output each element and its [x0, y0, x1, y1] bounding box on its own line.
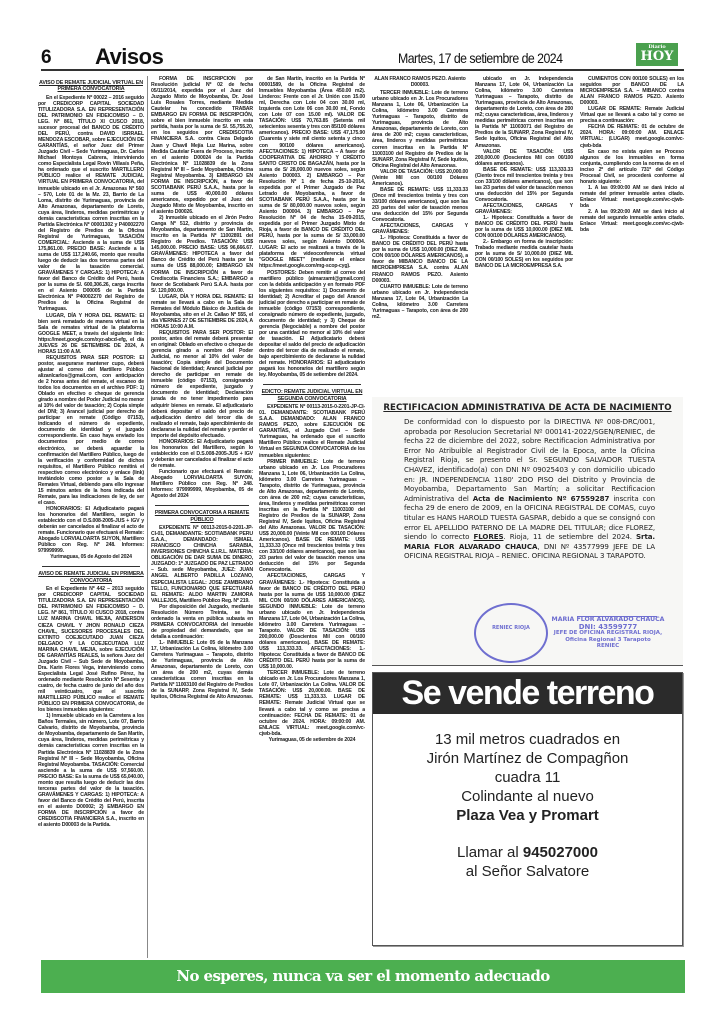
notice-divider [42, 566, 140, 567]
ad-phone: 945027000 [522, 844, 598, 861]
official-name: Srta. MARIA FLOR ALVARADO CHAUCA [404, 532, 656, 551]
page-number: 6 [41, 47, 52, 68]
notice-paragraph: PRIMER INMUEBLE: Lote de terreno urbano ubicado en Jr. Los Procuradores Manzana 1, Lote 06, Urbanización La Colina, kilómetro 3.00 Carretera Yurimaguas – Tarapoto, distrito de Yurimaguas, provincia de Alto Amazonas, departamento de Loreto, con área de 200 m2; cuyas características, área, linderos y medidas perimétricas corren inscritas en la Partida Nº 11003100 del Registro de Predios de la SUNARP, Zona Registral IV, Sede Iquitos, Oficina Registral del Alto Amazonas. VALOR DE TASACIÓN: US$ 20,000.00 (Veinte Mil con 00/100 Dólares Americanos). BASE DE REMATE: US$ 11,333.33 (Once mil trescientos treinta y tres con 33/100 dólares americanos), que son las 2/3 partes del valor de tasación menos una deducción del 15% por Segunda Convocatoria. [259, 458, 365, 574]
notice-signature-line: Yurimaguas, 05 de setiembre de 2024 [268, 736, 356, 743]
notice-paragraph: AFECTACIONES, CARGAS Y GRAVÁMENES: [372, 223, 468, 236]
body-text: De conformidad con lo dispuesto por la DIRECTIVA Nº 008-DRC/001, aprobada por Resolucion Secretarial Nº 000141-2022/SGEN/RENIEC, de fecha 22 de diciembre del 2022, sobre Rectificacion Administrativa por Error No Atribuible al Registrador Civil de la Epoca, ante la Oficina Registral Rioja, se presento el Sr. SEGUNDO SALVADOR TUESTA CHAVEZ, identificado(a) con DNI Nº 09025403 y con domicilio ubicado en: JR. INDEPENDENCIA 1180' 2DO PISO del Distrito y Provincia de Moyobamba, Departamento San Martín; a solicitar Rectificacion Administrativa del [404, 417, 655, 503]
column-6 [580, 76, 684, 394]
stamp-name: MARIA FLOR ALVARADO CHAUCA [551, 616, 665, 623]
header-rule [41, 69, 684, 71]
section-title: Avisos [95, 44, 164, 69]
notice-paragraph: En el Expediente Nº 442 – 2013 seguido por CREDICORP CAPITAL SOCIEDAD TITULIZADORA S.A. EN REPRESENTACIÓN DEL PATRIMONIO EN FIDEICOMISO – D. LEG. Nº 861, TÍTULO XI CUSCO 2018, contra LUZ MARINA CHAVIL MEJIA, ANDERSON CIEZA CHAVIL Y JHON RONALD CIEZA CHAVIL, SUCESORES PROCESALES DEL EXTINTO COEJECUTADO JUAN CIEZA DELGADO Y LA COEJECUTADA LUZ MARINA CHAVIL MEJIA, sobre EJECUCIÓN DE GARANTÍAS REALES, la señora Juez del Juzgado Civil – Sub Sede de Moyobamba, Dra. Karin Flores Vega, interviniendo como Especialista Legal José Rufino Pérez, ha ordenado mediante Resolución Nº Sesenta y cuatro, de fecha cuatro de junio del año dos mil veinticuatro, que el suscrito MARTILLERO PÚBLICO realice el REMATE PÚBLICO EN PRIMERA CONVOCATORIA, de los bienes inmuebles siguientes: [38, 586, 144, 714]
notice-paragraph: 1.- Hipoteca: Constituida a favor de BANCO DE CRÉDITO DEL PERÚ hasta por la suma de US$ 10,000.00 (DIEZ MIL CON 00/100 DÓLARES AMERICANOS), a favor de MIBANCO BANCO DE LA MICROEMPRESA S.A. contra ALAN FRANCO RAMOS PEZO. Asiento D00003. [372, 235, 468, 284]
column-3 [259, 76, 365, 956]
ad-line: Plaza Vea y Promart [456, 807, 599, 824]
notice-paragraph: 1. A las 09:00:00 AM se dará inicio al remate del primer inmueble antes citado. Enlace Virtual: meet.google.com/vc-cjwb-bda [580, 184, 684, 209]
land-sale-ad [372, 672, 683, 946]
notice-heading: PRIMERA CONVOCATORIA A REMATE PÚBLICO [154, 510, 250, 523]
notice-paragraph: CUARTO INMUEBLE: Lote de terreno urbano ubicado en Jr. Independencia Manzana 17, Lote 04, Urbanización La Colina, kilómetro 3.00 Carretera Yurimaguas – Tarapoto, con área de 200 m2. [372, 283, 468, 320]
diario-hoy-logo [636, 43, 678, 66]
notice-paragraph: CUMIENTOS CON 00/100 SOLES) en los seguidos por BANCO DE LA MICROEMPRESA S.A. – MIBANCO contra ALAN FRANCO RAMOS PEZO. Asiento D00003. [580, 76, 684, 107]
notice-paragraph: 1.- Hipoteca: Constituida a favor de BANCO DE CRÉDITO DEL PERÚ hasta por la suma de US$ 10,000.00 (DIEZ MIL CON 00/100 DÓLARES AMERICANOS). [475, 215, 573, 240]
ad-phone-line [373, 843, 682, 862]
notice-paragraph: HONORARIOS: El Adjudicatario pagará los honorarios del Martillero, según lo establecido con el D.S.008-2005-JUS + IGV y deberán ser cancelados al finalizar el acto de remate. Funcionario que efectuará el Remate: Abogado LORVIALOARTA SUYON, Martillero Público con Reg. Nº 248. Informes: 979999999. [38, 506, 144, 555]
notice-heading: EDICTO: REMATE JUDICIAL VIRTUAL EN SEGUNDA CONVOCATORIA [261, 389, 363, 402]
notice-paragraph: FECHA DE REMATE: 01 de octubre de 2024. HORA: 09:00:00 AM. ENLACE VIRTUAL: (LUGAR) meet.google.com/vc-cjwb-bda [580, 124, 684, 149]
ad-call-text: Llamar al [457, 844, 523, 861]
notice-paragraph: EXPEDIENTE Nº 00113-2015-0-2201-JP-CI-01, DEMANDANTE: SCOTIABANK PERU S.A.A., DEMANDADO: ISMAEL FRANCISCO CHINCHA SARABIA, INVERSIONES CHINCHA E.I.R.L. MATERIA: OBLIGACIÓN DE DAR SUMA DE DINERO, JUZGADO: 1º JUZGADO DE PAZ LETRADO – Sub. sede Moyobamba, JUEZ: JUAN ANGEL ALBERTO PADILLA LOZANO, ESPECIALISTA LEGAL: JOSE ZAMBRANO TELLO, FUNCIONARIO QUE EFECTUARÁ EL REMATE: ALDO MARTIN ZAMORA VALLEJOS, Martillero Público Reg. Nº 219. [151, 525, 253, 604]
logo-top-text: Diario [648, 44, 666, 50]
ad-line: 13 mil metros cuadrados en [434, 731, 621, 748]
notice-paragraph: BASE DE REMATE: US$ 11,333.33 (Once mil trescientos treinta y tres con 33/100 dólares americanos), que son las 2/3 partes del valor de tasación menos una deducción del 15% por Segunda Convocatoria. [372, 186, 468, 224]
corrected-name: FLORES [473, 532, 504, 542]
official-stamp [548, 617, 668, 650]
body-text: inscrita con fecha 29 de enero de 2009, en la OFICINA REGISTRAL DE COMAS, cuyo titular es HANS HAROLD TUESTA GASPAR, debido a que se consignó con error EL APELLIDO PATERNO DE LA MADRE DEL TITULAR; dice FLOREZ, siendo lo correcto [404, 493, 655, 542]
ad-line: cuadra 11 [494, 769, 561, 786]
notice-paragraph: HONORARIOS: El Adjudicatario pagará los honorarios del Martillero, según lo establecido con el D.S.008-2005-JUS + IGV y deberán ser cancelados al finalizar el acto de remate. [151, 438, 253, 469]
notice-paragraph: REQUISITOS PARA SER POSTOR: El postor, asegurarse mantener cupo, deberá ajustar al correo del Martillero Público alizanlcarlos@gmail.com, con anticipación de 2 horas antes del remate, el escaneo de todos los documentos en el archivo PDF: 1) Oblado en efectivo o cheque de gerencia girado a nombre del Poder Judicial no menor al 10% del valor de tasación; 2) Copia simple del DNI; 3) Arancel judicial por derecho de participar en remate (Código 07153), indicando el número de expediente, documento de identidad y el juzgado correspondiente. En caso haya enviado los documentos por medio de correo electrónico, se deberá aguardar la confirmación del Martillero Público, luego de la verificación y conformidad de dichos requisitos, el Martillero Público remitirá el respectivo correo electrónico y enlace (link) invitándolo como postor a la Sala de Remates Virtual, debiendo para ello ingresar 15 minutos antes de la hora indicada del Remate, para las indicaciones de ley, de ser el caso. [38, 354, 144, 506]
body-text: . Rioja, 11 de setiembre del 2024. [503, 532, 637, 542]
seal-text: RENIEC RIOJA [492, 625, 530, 631]
column-2 [151, 76, 253, 958]
stamp-role: JEFE DE OFICINA REGISTRAL RIOJA, [553, 630, 663, 636]
notice-signature-line: ALAN FRANCO RAMOS PEZO. Asiento D00003. [374, 76, 466, 89]
ad-title: Se vende terreno [373, 673, 682, 714]
notice-paragraph: TERCER INMUEBLE: Lote de terreno ubicado en Jr. Los Procuradores Manzana 1, Lote 07, Urbanización La Colina. VALOR DE TASACIÓN: US$ 20,000.00. BASE DE REMATE: US$ 11,333.33. LUGAR DE REMATE: Remate Judicial Virtual que se llevará a cabo tal y como se precisa a continuación: FECHA DE REMATE: 01 de octubre de 2024. HORA: 09:00:00 AM. ENLACE VIRTUAL: meet.google.com/vc-cjwb-bda. [259, 670, 365, 737]
notice-paragraph: de San Martín, inscrito en la Partida Nº 00001589, de la Oficina Registral de Inmuebles Moyobamba (Área 450.00 m2). Linderos: Frente con el Jr. Unión con 15.00 ml, Derecha con Lote 04 con 30.00 ml, Izquierda con Lote 06 con 30.00 ml, Fondo con Lote 07 con 15.00 ml). VALOR DE TASACIÓN: US$ 70,763.85 (Setenta mil setecientos sesenta y tres con 85/100 dólares americanos). PRECIO BASE: US$ 47,175.90 (Cuarenta y siete mil ciento setenta y cinco con 90/100 dólares americanos). AFECTACIONES: 1) HIPOTECA – A favor de COOPERATIVA DE AHORRO Y CRÉDITO SANTO CRISTO DE BAGAZÁN, hasta por la suma de S/ 28,000.00 nuevos soles, según Asiento D00003. 2) EMBARGO – Por Resolución Nº 1 de fecha 25-10-2014, expedida por el Primer Juzgado de Paz Letrado de Moyobamba, a favor de SCOTIABANK PERÚ S.A.A., hasta por la suma de S/ 80,000.00 nuevos soles, según Asiento D00004. 3) EMBARGO – Por Resolución Nº 04 de fecha 15-09-2015, expedida por el Primer Juzgado Mixto de Rioja, a favor de BANCO DE CRÉDITO DEL PERÚ, hasta por la suma de S/ 33,000.00 nuevos soles, según Asiento D00004. LUGAR: El acto se realizará a través de la plataforma de videoconferencia virtual "GOOGLE MEET" (mediante el enlace https://meet.google.com/mg-scop-cyg). [259, 76, 365, 270]
notice-divider [263, 384, 361, 385]
rectification-notice [372, 397, 683, 666]
notice-paragraph: 1.- INMUEBLE: Lote 05 de la Manzana 17, Urbanización La Colina, kilómetro 3.00 Carretera Yurimaguas – Tarapoto, distrito de Yurimaguas, provincia de Alto Amazonas, departamento de Loreto, con un área de 200 m2, cuyas demás características corren inscritas en la Partida Nº 11003100 del Registro de Predios de la SUNARP, Zona Registral IV, Sede Iquitos, Oficina Registral de Alto Amazonas. [151, 639, 253, 701]
footer-banner: No esperes, nunca va ser el momento adecuado [41, 960, 685, 993]
column-5 [475, 76, 573, 394]
column-1 [38, 76, 144, 958]
notice-paragraph: EXPEDIENTE Nº 00113-2015-0-2201-JP-CI-01. DEMANDANTE: SCOTIABANK PERÚ S.A.A. DEMANDADO: ALAN FRANCO RAMOS PEZO, sobre EJECUCIÓN DE GARANTÍAS, el Juzgado Civil – Sede Yurimaguas, ha ordenado que el suscrito Martillero Público realice el Remate Judicial Virtual en SEGUNDA CONVOCATORIA de los inmuebles siguientes: [259, 404, 365, 459]
ad-line: al Señor Salvatore [465, 863, 590, 880]
body-text: , DNI Nº 43577999 JEFE DE LA OFICINA REGISTRAL RIOJA – RENIEC. OFICINA REGIONAL 3 TARAPOTO. [404, 541, 655, 561]
notice-paragraph: Funcionario que efectuará el Remate: Abogado LORVIALOARTA SUYON, Martillero Público con Reg. Nº 248. Informes: 979999999, Moyobamba, 05 de Agosto del 2024 [151, 469, 253, 500]
notice-paragraph: 2) Inmueble ubicado en el Jirón Pedro Canga Nº 512, distrito y provincia de Moyobamba, departamento de San Martín, inscrito en la Partida Nº 11002891 del Registro de Predios. TASACIÓN: US$ 145,000.00. PRECIO BASE: US$ 96,666.67. GRAVÁMENES: HIPOTECA a favor del Banco de Crédito del Perú hasta por la suma de US$ 88,000.00; EMBARGO EN FORMA DE INSCRIPCIÓN a favor de Crediscotia Financiera S.A.; EMBARGO a favor de Scotiabank Perú S.A.A. hasta por S/. 120,000.00. [151, 215, 253, 294]
rectification-body [404, 417, 655, 561]
notice-paragraph: Por disposición del Juzgado, mediante Resolución Número Treinta, se ha ordenado la venta en pública subasta en PRIMERA CONVOCATORIA del inmueble de propiedad del demandado, que se detalla a continuación: [151, 603, 253, 640]
logo-main-text: HOY [640, 49, 674, 64]
stamp-org: RENIEC [596, 643, 620, 649]
notice-paragraph: AFECTACIONES, CARGAS Y GRAVÁMENES: [475, 202, 573, 216]
notice-paragraph: FORMA DE INSCRIPCIÓN por Resolución judicial Nº 02 de fecha 05/11/2014, expedida por el Juez del Juzgado Mixto de Moyobamba, Dr. José Luis Rosales Torres, mediante Medida Cautelar ha concedido TRABAR EMBARGO EN FORMA DE INSCRIPCIÓN, sobre el bien inmueble inscrito en esta partida, hasta por la suma de S/. 55,755.20, en los seguidos por CREDISCOTIA FINANCIERA S.A. contra Cieza Delgado Juan y Chavil Mejía Luz Marina, sobre Medida Cautelar Fuera de Proceso, inscrito en el asiento D00024 de la Partida Electrónica Nº 11028839 de la Zona Registral Nº III – Sede Moyobamba, Oficina Registral Moyobamba. 3) EMBARGO EN FORMA DE INSCRIPCIÓN, a favor de SCOTIABANK PERÚ S.A.A., hasta por la suma de US$ 40,000.00 dólares americanos, expedido por el Juez del Juzgado Mixto de Moyobamba, inscrito en el asiento D00026. [151, 76, 253, 216]
notice-paragraph: BASE DE REMATE: US$ 113,333.33 (Ciento trece mil trescientos treinta y tres con 33/100 dólares americanos), que son las 2/3 partes del valor de tasación menos una deducción del 15% por Segunda Convocatoria. [475, 166, 573, 203]
notice-paragraph: 2.- Embargo en forma de inscripción: Trabado mediante medida cautelar hasta por la suma de S/ 10,000.00 (DIEZ MIL CON 00/100 SOLES) en los seguidos por BANCO DE LA MICROEMPRESA S.A. [475, 239, 573, 270]
issue-date: Martes, 17 de setiembre de 2024 [398, 50, 563, 66]
ad-line: Jirón Martínez de Compagñon [426, 750, 629, 767]
column-divider [147, 76, 148, 958]
column-4 [372, 76, 468, 394]
notice-heading: AVISO DE REMATE JUDICIAL VIRTUAL EN PRIMERA CONVOCATORIA [39, 80, 143, 93]
notice-paragraph: LUGAR, DÍA Y HORA DEL REMATE: El bien será rematado de manera virtual en la Sala de remates virtual de la plataforma GOOGLE MEET, a través del siguiente link: https://meet.google.com/xyz-abcd-efg, el día JUEVES 26 DE SETIEMBRE DE 2024, A HORAS 11:00 A.M. [38, 312, 144, 355]
notice-paragraph: En el Expediente Nº 00022 – 2016 seguido por CREDICORP CAPITAL SOCIEDAD TITULIZADORA S.A. EN REPRESENTACIÓN DEL PATRIMONIO EN FIDEICOMISO – D. LEG. Nº 861, TÍTULO XI CUSCO 2018, sucesor procesal del BANCO DE CRÉDITO DEL PERÚ, contra DAVID ISRRAEL MENDOZA ESCOBAR, sobre EJECUCIÓN DE GARANTÍAS, el señor Juez del Primer Juzgado Civil – Sede Yurimaguas, Dr. Carlos Michael Montoya Cabrera, interviniendo como Especialista Legal Rovin Villasís Peña, ha ordenado que el suscrito MARTILLERO PÚBLICO realice el REMATE JUDICIAL VIRTUAL EN PRIMERA CONVOCATORIA, del inmueble ubicado en el Jr. Amazonas Nº 560 – 570, Lote 01 de la Mz. 23, Barrio de La Loma, distrito de Yurimaguas, provincia de Alto Amazonas, departamento de Loreto, cuya área, linderos, medidas perimétricas y demás características corren inscritas en la Partida Electrónica Nº 00001302 y P40002270 del Registro de Predios de la Oficina Registral de Yurimaguas, TASACIÓN COMERCIAL: Asciende a la suma de US$ 175,861.00. PRECIO BASE: Asciende a la suma de US$ 117,240.66, monto que resulta luego de deducir las dos terceras partes del valor de la tasación comercial. GRAVÁMENES Y CARGAS: 1) HIPOTECA: A favor del Banco de Crédito del Perú, hasta por la suma de S/. 600,306.26, carga inscrita en el Asiento D00005 de la Partida Electrónica Nº P40002270 del Registro de Predios de la Oficina Registral de Yurimaguas. [38, 94, 144, 313]
acta-number: Acta de Nacimiento Nº 67559287 [472, 493, 610, 503]
notice-paragraph: 2. A las 09:20:00 AM se dará inicio al remate del segundo inmueble antes citado. Enlace Virtual: meet.google.com/vc-cjwb-bda [580, 209, 684, 234]
notice-paragraph: TERCER INMUEBLE: Lote de terreno urbano ubicado en Jr. Los Procuradores Manzana 1, Lote 06, Urbanización La Colina, kilómetro 3.00 Carretera Yurimaguas – Tarapoto, distrito de Yurimaguas, provincia de Alto Amazonas, departamento de Loreto, con área de 200 m2; cuyas características, área, linderos y medidas perimétricas corren inscritas en la Partida Nº 11003100 del Registro de Predios de la SUNARP, Zona Registral IV, Sede Iquitos, Oficina Registral del Alto Amazonas. [372, 90, 468, 169]
stamp-dni: DNI: 43599777 [578, 622, 638, 631]
notice-paragraph: LUGAR, DÍA Y HORA DEL REMATE: El remate se llevará a cabo en la Sala de Remates del Módulo Básico de Justicia de Moyobamba, sito en el Jr. Callao Nº 555, el día VIERNES 27 DE SETIEMBRE DE 2024, A HORAS 10:00 A.M. [151, 293, 253, 330]
notice-paragraph: AFECTACIONES, CARGAS Y GRAVÁMENES: 1.- Hipoteca: Constituida a favor de BANCO DE CRÉDITO DEL PERÚ hasta por la suma de US$ 10,000.00 (DIEZ MIL CON 00/100 DÓLARES AMERICANOS). SEGUNDO INMUEBLE: Lote de terreno urbano ubicado en Jr. Independencia Manzana 17, Lote 04, Urbanización La Colina, kilómetro 3.00 Carretera Yurimaguas – Tarapoto. VALOR DE TASACIÓN: US$ 200,000.00 (Doscientos Mil con 00/100 dólares americanos). BASE DE REMATE: US$ 113,333.33. AFECTACIONES: 1.- Hipoteca: Constituida a favor de BANCO DE CRÉDITO DEL PERÚ hasta por la suma de US$ 10,000.00. [259, 573, 365, 671]
notice-paragraph: POSTORES: Deben remitir al correo del martillero público (aimarzamt@gmail.com) con la debida anticipación y en formato PDF los siguientes requisitos: 1) Documento de Identidad; 2) Acreditar el pago del Arancel judicial por derecho a participar en remate de inmueble (código 07153) correspondiente, consignado número de expediente, juzgado, documento de identidad; y 3) Cheque de gerencia (Negociable) a nombre del postor por una cantidad no menor al 10% del valor de tasación. El Adjudicatario deberá depositar el saldo del precio de adjudicación dentro del tercer día de realizado el remate, bajo apercibimiento de declararse la nulidad del remate. HONORARIOS: El adjudicatario pagará los honorarios del martillero según ley. Moyobamba, 05 de setiembre del 2024. [259, 269, 365, 379]
stamp-office: Oficina Regional 3 Tarapoto [565, 636, 651, 643]
notice-paragraph: 1) Inmueble ubicado en la Carretera a los Baños Termales, sin número, Lote 07, Barrio Calvario, distrito de Moyobamba, provincia de Moyobamba, departamento de San Martín, cuya área, linderos, medidas perimétricas y demás características corren inscritas en la Partida Electrónica Nº 11028839 de la Zona Registral Nº III – Sede Moyobamba, Oficina Registral Moyobamba. TASACIÓN: Comercial asciende a la suma de US$ 97,560.00. PRECIO BASE: Es la suma de US$ 65,040.00, monto que resulta luego de deducir las dos terceras partes del valor de la tasación. GRAVÁMENES Y CARGAS: 1) HIPOTECA: A favor del Banco de Crédito del Perú, inscrita en el asiento D00002; 2) EMBARGO EN FORMA DE INSCRIPCIÓN a favor de CREDISCOTIA FINANCIERA S.A., inscrito en el asiento D00003 de la Partida. [38, 713, 144, 829]
notice-signature-line: Yurimaguas, 05 de Agosto del 2024 [50, 554, 132, 561]
notice-paragraph: VALOR DE TASACIÓN: US$ 200,000.00 (Doscientos Mil con 00/100 dólares americanos). [475, 148, 573, 167]
notice-heading: AVISO DE REMATE JUDICIAL EN PRIMERA CONVOCATORIA [38, 571, 144, 584]
notice-divider [155, 505, 249, 506]
reniec-seal [474, 603, 548, 663]
notice-paragraph: ubicado en Jr. Independencia Manzana 17, Lote 04, Urbanización La Colina, kilómetro 3.00 Carretera Yurimaguas – Tarapoto, distrito de Yurimaguas, provincia de Alto Amazonas, departamento de Loreto, con área de 200 m2; cuyas características, área, linderos y medidas perimétricas corren inscritas en la Partida Nº 11003071 del Registro de Predios de la SUNARP, Zona Registral IV, Sede Iquitos, Oficina Registral del Alto Amazonas. [475, 76, 573, 149]
notice-paragraph: REQUISITOS PARA SER POSTOR: El postor, antes del remate deberá presentar en original: Oblado en efectivo o cheque de gerencia girado a nombre del Poder Judicial, no menor al 10% del valor de tasación; Copia simple del Documento Nacional de Identidad; Arancel judicial por derecho de participar en remate de inmueble (código 07153), consignando número de expediente, juzgado y documento de identidad; Declaración jurada de no tener impedimento para adquirir bienes en remate. El adjudicatario deberá depositar el saldo del precio de adjudicación dentro del tercer día de realizado el remate, bajo apercibimiento de declararse la nulidad del remate y perder el importe del depósito efectuado. [151, 329, 253, 439]
ad-line: Colindante al nuevo [461, 788, 594, 805]
signature [577, 600, 657, 617]
notice-paragraph: VALOR DE TASACIÓN: US$ 20,000.00 (Veinte Mil con 00/100 Dólares Americanos). [372, 168, 468, 187]
notice-paragraph: LUGAR DE REMATE: Remate Judicial Virtual que se llevará a cabo tal y como se precisa a continuación: [580, 106, 684, 125]
notice-paragraph: En caso no exista quien se Proceso algunos de los inmuebles en forma conjunta, cumpliendo con la norma de en el inciso 2º del artículo 731º del Código Procesal Civil, se procederá conforme al horario siguiente: [580, 148, 684, 185]
rectification-title: RECTIFICACION ADMINISTRATIVA DE ACTA DE NACIMIENTO [383, 403, 672, 413]
